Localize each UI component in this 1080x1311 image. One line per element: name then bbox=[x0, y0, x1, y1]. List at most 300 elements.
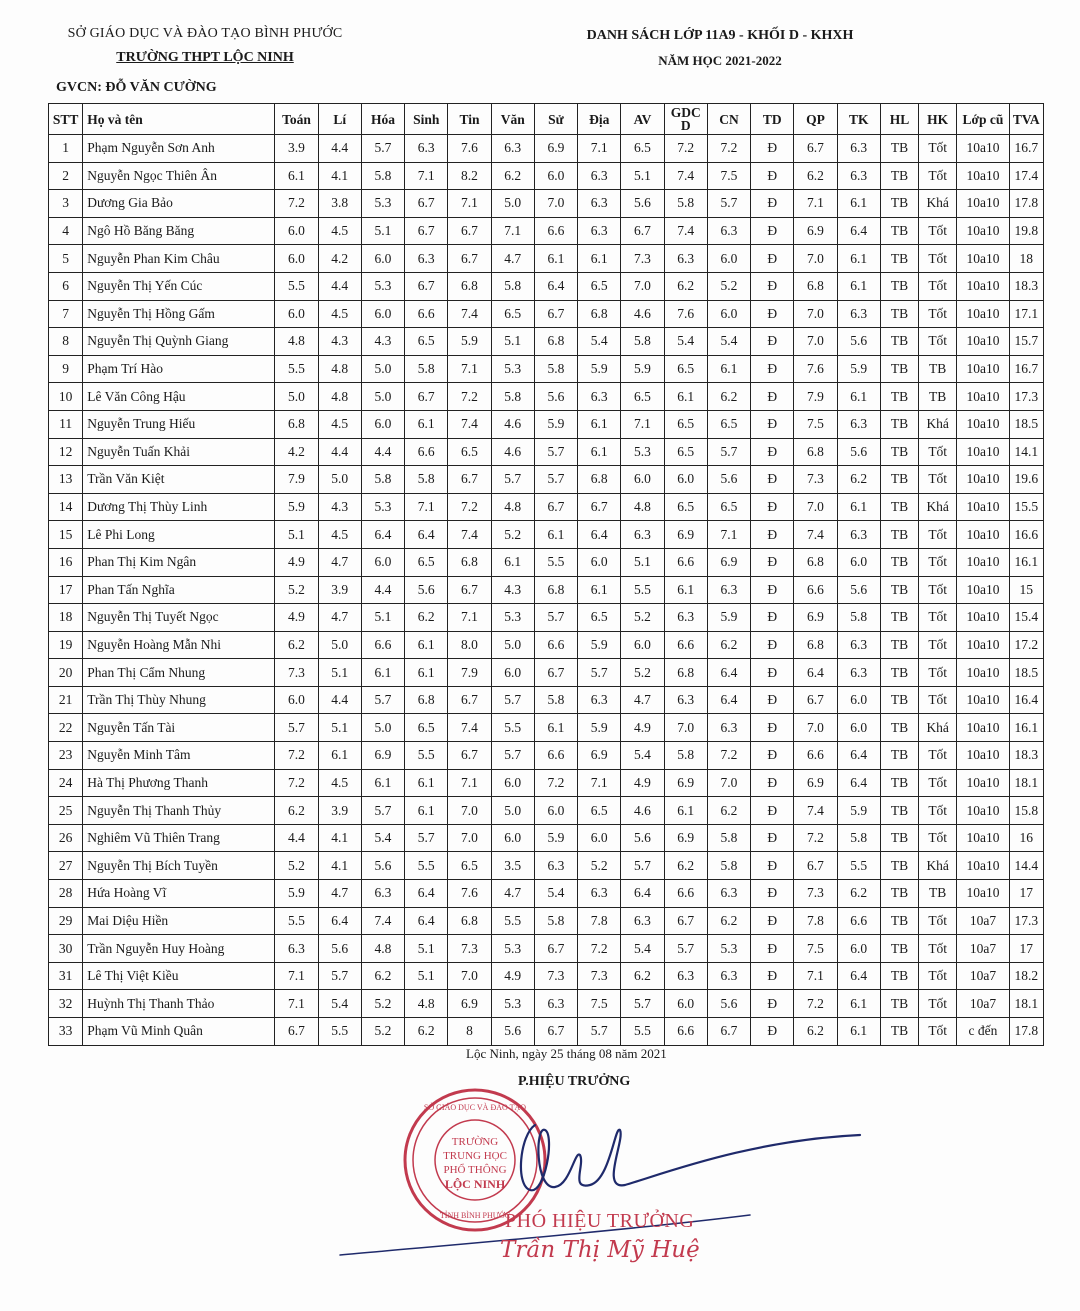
table-cell: 4.6 bbox=[491, 438, 534, 466]
table-cell: 5 bbox=[49, 245, 83, 273]
column-header: Tin bbox=[448, 104, 491, 135]
column-header: GDC D bbox=[664, 104, 707, 135]
table-cell: 6.3 bbox=[664, 686, 707, 714]
table-cell: 16.6 bbox=[1009, 521, 1043, 549]
table-cell: 6.3 bbox=[837, 135, 880, 163]
table-cell: 6.9 bbox=[664, 521, 707, 549]
table-cell: 6.1 bbox=[837, 1018, 880, 1046]
table-cell: 7.4 bbox=[448, 410, 491, 438]
table-cell: 5.5 bbox=[621, 576, 664, 604]
table-cell: 6.7 bbox=[794, 852, 837, 880]
table-cell: 5.7 bbox=[621, 852, 664, 880]
table-cell: Khá bbox=[919, 852, 957, 880]
table-cell: Đ bbox=[751, 135, 794, 163]
table-cell: 7.2 bbox=[664, 135, 707, 163]
table-cell: 4.9 bbox=[621, 769, 664, 797]
table-cell: 4.8 bbox=[318, 383, 361, 411]
table-cell: 4.6 bbox=[491, 410, 534, 438]
homeroom-teacher: GVCN: ĐỖ VĂN CƯỜNG bbox=[56, 80, 217, 95]
table-cell: 33 bbox=[49, 1018, 83, 1046]
table-cell: Đ bbox=[751, 162, 794, 190]
table-cell: 6.5 bbox=[664, 493, 707, 521]
table-cell: 5.7 bbox=[491, 742, 534, 770]
table-cell: Tốt bbox=[919, 1018, 957, 1046]
table-cell: Đ bbox=[751, 880, 794, 908]
table-cell: Đ bbox=[751, 659, 794, 687]
table-cell: 7.3 bbox=[621, 245, 664, 273]
table-cell: 6.2 bbox=[405, 1018, 448, 1046]
table-cell: 7.1 bbox=[794, 962, 837, 990]
table-row bbox=[49, 852, 1044, 880]
table-cell: 6.1 bbox=[361, 659, 404, 687]
table-cell: 3.5 bbox=[491, 852, 534, 880]
table-cell: 7.1 bbox=[448, 769, 491, 797]
table-cell: 6 bbox=[49, 272, 83, 300]
table-row bbox=[49, 880, 1044, 908]
table-cell: 6.0 bbox=[664, 990, 707, 1018]
table-cell: 5.9 bbox=[275, 493, 318, 521]
table-cell: Tốt bbox=[919, 466, 957, 494]
table-cell: 5.8 bbox=[491, 383, 534, 411]
department-name: SỞ GIÁO DỤC VÀ ĐÀO TẠO BÌNH PHƯỚC bbox=[67, 26, 343, 41]
table-cell: 6.2 bbox=[275, 797, 318, 825]
table-cell: 7.4 bbox=[361, 907, 404, 935]
table-cell: 10a10 bbox=[957, 493, 1009, 521]
table-cell: 5.7 bbox=[664, 935, 707, 963]
table-cell: 6.9 bbox=[707, 548, 750, 576]
table-cell: 4.5 bbox=[318, 410, 361, 438]
table-cell: 6.2 bbox=[664, 272, 707, 300]
table-cell: 15.5 bbox=[1009, 493, 1043, 521]
table-cell: TB bbox=[880, 686, 918, 714]
table-cell: Tốt bbox=[919, 135, 957, 163]
table-cell: 4.7 bbox=[318, 548, 361, 576]
table-cell: 5.2 bbox=[361, 1018, 404, 1046]
table-cell: Tốt bbox=[919, 962, 957, 990]
table-cell: Đ bbox=[751, 797, 794, 825]
table-cell: 5.5 bbox=[405, 742, 448, 770]
table-cell: 4.8 bbox=[405, 990, 448, 1018]
table-cell: 15 bbox=[49, 521, 83, 549]
table-cell: 5.7 bbox=[578, 659, 621, 687]
student-roster-table bbox=[48, 103, 1044, 1046]
table-row bbox=[49, 135, 1044, 163]
table-cell: Tốt bbox=[919, 548, 957, 576]
table-cell: 7.1 bbox=[578, 135, 621, 163]
table-cell: 5.8 bbox=[837, 604, 880, 632]
table-cell: 4.8 bbox=[361, 935, 404, 963]
table-cell: 4.7 bbox=[318, 880, 361, 908]
table-cell: 6.9 bbox=[664, 824, 707, 852]
table-cell: TB bbox=[880, 190, 918, 218]
table-cell: Hà Thị Phương Thanh bbox=[83, 769, 275, 797]
column-header: HL bbox=[880, 104, 918, 135]
table-cell: 5.0 bbox=[361, 355, 404, 383]
table-cell: 7.3 bbox=[534, 962, 577, 990]
table-cell: 6.5 bbox=[405, 714, 448, 742]
table-cell: 5.4 bbox=[621, 742, 664, 770]
table-cell: TB bbox=[880, 852, 918, 880]
table-cell: 19 bbox=[49, 631, 83, 659]
table-cell: 13 bbox=[49, 466, 83, 494]
table-cell: 23 bbox=[49, 742, 83, 770]
table-cell: 6.8 bbox=[448, 548, 491, 576]
table-cell: Đ bbox=[751, 383, 794, 411]
table-cell: 5.5 bbox=[491, 714, 534, 742]
table-cell: TB bbox=[880, 990, 918, 1018]
table-cell: 7.0 bbox=[794, 714, 837, 742]
table-cell: 17.1 bbox=[1009, 300, 1043, 328]
table-row bbox=[49, 328, 1044, 356]
table-cell: 7.2 bbox=[534, 769, 577, 797]
table-cell: 21 bbox=[49, 686, 83, 714]
table-cell: 4.4 bbox=[318, 272, 361, 300]
table-cell: Đ bbox=[751, 742, 794, 770]
table-cell: 6.7 bbox=[405, 383, 448, 411]
table-cell: Tốt bbox=[919, 521, 957, 549]
table-row bbox=[49, 493, 1044, 521]
table-row bbox=[49, 521, 1044, 549]
table-cell: Lê Thị Việt Kiều bbox=[83, 962, 275, 990]
table-cell: 4.7 bbox=[318, 604, 361, 632]
table-cell: 19.8 bbox=[1009, 217, 1043, 245]
table-cell: 7.2 bbox=[707, 742, 750, 770]
table-cell: 6.3 bbox=[707, 576, 750, 604]
table-cell: Nguyễn Thị Tuyết Ngọc bbox=[83, 604, 275, 632]
table-cell: 5.8 bbox=[405, 355, 448, 383]
table-cell: Đ bbox=[751, 990, 794, 1018]
table-cell: 5.2 bbox=[578, 852, 621, 880]
table-cell: 17 bbox=[1009, 935, 1043, 963]
table-cell: 10a10 bbox=[957, 714, 1009, 742]
table-cell: 6.3 bbox=[707, 714, 750, 742]
table-cell: 5.6 bbox=[707, 990, 750, 1018]
table-cell: 16.1 bbox=[1009, 714, 1043, 742]
table-cell: TB bbox=[880, 355, 918, 383]
table-cell: 6.1 bbox=[578, 245, 621, 273]
table-cell: TB bbox=[880, 797, 918, 825]
table-cell: Nguyễn Thị Bích Tuyền bbox=[83, 852, 275, 880]
table-cell: 6.3 bbox=[578, 686, 621, 714]
table-cell: 5.3 bbox=[621, 438, 664, 466]
table-cell: 5.7 bbox=[707, 190, 750, 218]
table-cell: 6.7 bbox=[534, 659, 577, 687]
table-cell: 7.1 bbox=[405, 162, 448, 190]
table-cell: 7.1 bbox=[794, 190, 837, 218]
table-cell: 4.4 bbox=[361, 576, 404, 604]
table-cell: 7.5 bbox=[794, 935, 837, 963]
table-cell: 6.7 bbox=[707, 1018, 750, 1046]
table-cell: 7.4 bbox=[448, 300, 491, 328]
column-header: Sử bbox=[534, 104, 577, 135]
table-cell: 5.8 bbox=[405, 466, 448, 494]
table-cell: 6.7 bbox=[448, 217, 491, 245]
table-cell: Tốt bbox=[919, 824, 957, 852]
table-cell: 5.6 bbox=[405, 576, 448, 604]
table-cell: TB bbox=[880, 742, 918, 770]
table-cell: TB bbox=[880, 328, 918, 356]
table-cell: Đ bbox=[751, 604, 794, 632]
table-cell: 6.2 bbox=[275, 631, 318, 659]
table-cell: 12 bbox=[49, 438, 83, 466]
table-cell: Tốt bbox=[919, 272, 957, 300]
table-cell: 5.8 bbox=[707, 824, 750, 852]
table-cell: 6.0 bbox=[361, 548, 404, 576]
table-cell: 6.8 bbox=[664, 659, 707, 687]
table-cell: TB bbox=[880, 383, 918, 411]
table-cell: 5.7 bbox=[491, 686, 534, 714]
table-cell: 5.9 bbox=[578, 714, 621, 742]
table-cell: 5.1 bbox=[318, 714, 361, 742]
table-cell: 5.3 bbox=[361, 272, 404, 300]
table-cell: TB bbox=[919, 880, 957, 908]
table-cell: 6.5 bbox=[405, 328, 448, 356]
table-cell: 5.6 bbox=[621, 824, 664, 852]
table-cell: 6.6 bbox=[664, 548, 707, 576]
table-cell: 6.7 bbox=[405, 217, 448, 245]
table-cell: 3 bbox=[49, 190, 83, 218]
table-cell: 6.1 bbox=[275, 162, 318, 190]
table-cell: 3.8 bbox=[318, 190, 361, 218]
table-cell: 10a10 bbox=[957, 328, 1009, 356]
table-cell: 6.7 bbox=[534, 1018, 577, 1046]
table-cell: 5.0 bbox=[318, 466, 361, 494]
signer-title: P.HIỆU TRƯỞNG bbox=[518, 1074, 631, 1089]
table-row bbox=[49, 686, 1044, 714]
school-year: NĂM HỌC 2021-2022 bbox=[658, 53, 782, 68]
school-name: TRƯỜNG THPT LỘC NINH bbox=[116, 50, 294, 65]
table-cell: 5.7 bbox=[534, 438, 577, 466]
table-cell: 10a10 bbox=[957, 576, 1009, 604]
table-cell: 10a10 bbox=[957, 686, 1009, 714]
table-cell: 5.1 bbox=[318, 659, 361, 687]
table-cell: 5.6 bbox=[707, 466, 750, 494]
table-cell: 6.3 bbox=[491, 135, 534, 163]
column-header: Lí bbox=[318, 104, 361, 135]
table-cell: Tốt bbox=[919, 935, 957, 963]
table-cell: 18.1 bbox=[1009, 990, 1043, 1018]
table-cell: 4.4 bbox=[318, 438, 361, 466]
table-cell: Mai Diệu Hiền bbox=[83, 907, 275, 935]
table-cell: 6.0 bbox=[578, 824, 621, 852]
table-cell: 7.0 bbox=[794, 245, 837, 273]
table-cell: 10a10 bbox=[957, 466, 1009, 494]
table-cell: 10a10 bbox=[957, 383, 1009, 411]
table-cell: 5.9 bbox=[534, 410, 577, 438]
table-cell: 18.3 bbox=[1009, 272, 1043, 300]
table-cell: 5.3 bbox=[491, 604, 534, 632]
table-cell: 5.2 bbox=[621, 659, 664, 687]
table-cell: Tốt bbox=[919, 576, 957, 604]
table-cell: TB bbox=[880, 880, 918, 908]
table-cell: 5.5 bbox=[491, 907, 534, 935]
table-cell: 6.1 bbox=[534, 245, 577, 273]
table-cell: 6.3 bbox=[621, 521, 664, 549]
table-cell: 5.9 bbox=[578, 631, 621, 659]
table-cell: Tốt bbox=[919, 217, 957, 245]
table-cell: c đến bbox=[957, 1018, 1009, 1046]
table-cell: 5.4 bbox=[534, 880, 577, 908]
table-cell: 7.2 bbox=[275, 769, 318, 797]
table-cell: Nguyễn Minh Tâm bbox=[83, 742, 275, 770]
table-cell: 6.3 bbox=[534, 852, 577, 880]
table-cell: Đ bbox=[751, 410, 794, 438]
table-cell: 10a7 bbox=[957, 907, 1009, 935]
table-cell: 6.8 bbox=[578, 300, 621, 328]
table-cell: 5.4 bbox=[361, 824, 404, 852]
table-cell: 4.4 bbox=[318, 686, 361, 714]
table-cell: 5.9 bbox=[707, 604, 750, 632]
table-cell: 6.4 bbox=[707, 686, 750, 714]
table-row bbox=[49, 824, 1044, 852]
table-row bbox=[49, 245, 1044, 273]
table-cell: 5.3 bbox=[491, 355, 534, 383]
table-cell: 6.1 bbox=[405, 631, 448, 659]
table-cell: TB bbox=[880, 714, 918, 742]
table-cell: 4.4 bbox=[275, 824, 318, 852]
table-cell: TB bbox=[880, 604, 918, 632]
table-cell: 6.8 bbox=[534, 576, 577, 604]
table-cell: 4.6 bbox=[621, 300, 664, 328]
table-cell: 4.8 bbox=[621, 493, 664, 521]
table-cell: 6.1 bbox=[578, 438, 621, 466]
table-cell: 6.2 bbox=[664, 852, 707, 880]
table-row bbox=[49, 907, 1044, 935]
table-cell: 10a10 bbox=[957, 355, 1009, 383]
table-cell: 5.7 bbox=[534, 604, 577, 632]
table-cell: 6.2 bbox=[707, 631, 750, 659]
table-cell: Tốt bbox=[919, 438, 957, 466]
table-cell: 6.4 bbox=[837, 742, 880, 770]
table-cell: 5.2 bbox=[707, 272, 750, 300]
column-header: Họ và tên bbox=[83, 104, 275, 135]
table-row bbox=[49, 659, 1044, 687]
table-cell: 6.6 bbox=[664, 631, 707, 659]
table-cell: 5.8 bbox=[361, 162, 404, 190]
list-title: DANH SÁCH LỚP 11A9 - KHỐI D - KHXH bbox=[586, 28, 854, 43]
table-cell: TB bbox=[880, 217, 918, 245]
table-cell: 6.8 bbox=[578, 466, 621, 494]
table-cell: 5.1 bbox=[491, 328, 534, 356]
table-cell: 5.6 bbox=[837, 576, 880, 604]
table-cell: 5.7 bbox=[405, 824, 448, 852]
table-cell: 5.4 bbox=[707, 328, 750, 356]
table-cell: Đ bbox=[751, 769, 794, 797]
table-cell: 6.7 bbox=[448, 245, 491, 273]
table-cell: 6.0 bbox=[837, 686, 880, 714]
table-cell: 6.0 bbox=[491, 769, 534, 797]
table-cell: 6.3 bbox=[621, 907, 664, 935]
table-cell: 6.1 bbox=[837, 190, 880, 218]
table-cell: 5.7 bbox=[361, 686, 404, 714]
column-header: TVA bbox=[1009, 104, 1043, 135]
table-cell: 5.0 bbox=[491, 631, 534, 659]
table-cell: 6.0 bbox=[361, 245, 404, 273]
table-row bbox=[49, 355, 1044, 383]
table-cell: Đ bbox=[751, 217, 794, 245]
table-cell: 18 bbox=[49, 604, 83, 632]
table-cell: TB bbox=[880, 410, 918, 438]
svg-text:TRƯỜNG: TRƯỜNG bbox=[451, 1136, 499, 1148]
table-cell: 14.1 bbox=[1009, 438, 1043, 466]
table-cell: 19.6 bbox=[1009, 466, 1043, 494]
table-cell: 6.3 bbox=[664, 962, 707, 990]
table-cell: 6.0 bbox=[275, 686, 318, 714]
table-cell: 7.1 bbox=[707, 521, 750, 549]
table-cell: 5.6 bbox=[318, 935, 361, 963]
table-cell: 5.1 bbox=[361, 604, 404, 632]
table-cell: 28 bbox=[49, 880, 83, 908]
table-cell: 5.7 bbox=[361, 797, 404, 825]
table-cell: Đ bbox=[751, 1018, 794, 1046]
table-cell: 6.5 bbox=[664, 410, 707, 438]
table-cell: 6.4 bbox=[405, 907, 448, 935]
table-cell: Tốt bbox=[919, 990, 957, 1018]
table-row bbox=[49, 383, 1044, 411]
table-cell: 16 bbox=[49, 548, 83, 576]
table-cell: 30 bbox=[49, 935, 83, 963]
table-cell: 7.0 bbox=[534, 190, 577, 218]
table-cell: 4.1 bbox=[318, 162, 361, 190]
table-cell: TB bbox=[880, 962, 918, 990]
table-cell: Tốt bbox=[919, 604, 957, 632]
table-cell: 7.0 bbox=[794, 493, 837, 521]
table-cell: 6.8 bbox=[794, 631, 837, 659]
table-cell: 5.7 bbox=[275, 714, 318, 742]
table-cell: Khá bbox=[919, 190, 957, 218]
table-cell: 17.2 bbox=[1009, 631, 1043, 659]
table-cell: 6.0 bbox=[275, 300, 318, 328]
table-cell: 2 bbox=[49, 162, 83, 190]
table-cell: Phạm Nguyễn Sơn Anh bbox=[83, 135, 275, 163]
table-cell: 4.8 bbox=[275, 328, 318, 356]
table-cell: 5.8 bbox=[621, 328, 664, 356]
table-cell: 5.0 bbox=[361, 714, 404, 742]
table-cell: 6.5 bbox=[578, 272, 621, 300]
svg-text:TRUNG HỌC: TRUNG HỌC bbox=[443, 1150, 507, 1162]
table-cell: 6.3 bbox=[837, 521, 880, 549]
table-cell: 7.2 bbox=[707, 135, 750, 163]
table-cell: 4.5 bbox=[318, 769, 361, 797]
table-cell: 15.7 bbox=[1009, 328, 1043, 356]
column-header: TK bbox=[837, 104, 880, 135]
table-cell: Đ bbox=[751, 355, 794, 383]
table-cell: 6.0 bbox=[837, 714, 880, 742]
table-cell: 4.1 bbox=[318, 824, 361, 852]
table-cell: 6.3 bbox=[578, 880, 621, 908]
table-cell: TB bbox=[880, 631, 918, 659]
table-cell: Đ bbox=[751, 272, 794, 300]
table-cell: 6.3 bbox=[275, 935, 318, 963]
table-cell: 7.2 bbox=[275, 190, 318, 218]
table-cell: 16.4 bbox=[1009, 686, 1043, 714]
table-cell: 6.7 bbox=[794, 686, 837, 714]
table-cell: 6.0 bbox=[707, 300, 750, 328]
table-cell: 7.2 bbox=[275, 742, 318, 770]
table-cell: 6.1 bbox=[534, 521, 577, 549]
table-cell: 8.0 bbox=[448, 631, 491, 659]
table-cell: 6.3 bbox=[707, 880, 750, 908]
table-cell: TB bbox=[880, 135, 918, 163]
table-cell: 6.5 bbox=[664, 355, 707, 383]
table-cell: 4.9 bbox=[275, 604, 318, 632]
table-cell: 6.0 bbox=[361, 300, 404, 328]
table-cell: 6.9 bbox=[361, 742, 404, 770]
table-cell: 6.5 bbox=[621, 135, 664, 163]
table-body bbox=[49, 135, 1044, 1046]
table-cell: 6.0 bbox=[664, 466, 707, 494]
table-cell: 10a10 bbox=[957, 272, 1009, 300]
